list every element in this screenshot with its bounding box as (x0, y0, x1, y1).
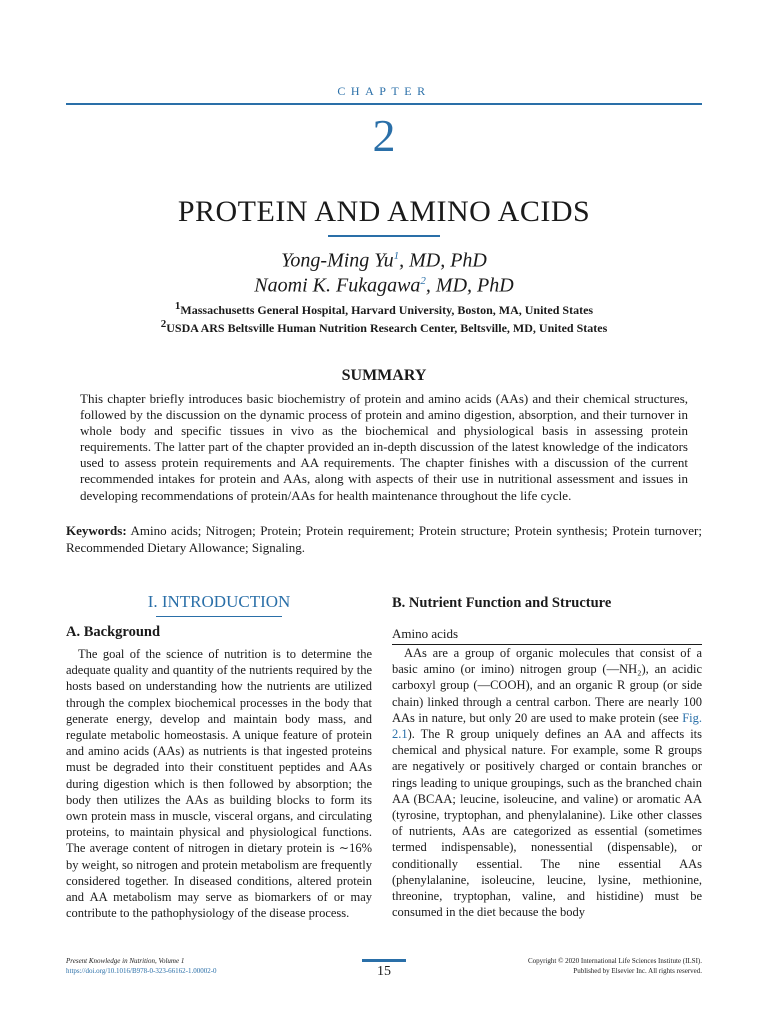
amino-acids-paragraph (392, 645, 702, 920)
page-number-rule (362, 959, 406, 962)
affiliation-2 (0, 316, 768, 336)
copyright-text: Copyright © 2020 International Life Sciences Institute (ILSI). (527, 957, 702, 965)
introduction-underline (156, 616, 282, 617)
chapter-number: 2 (372, 110, 396, 161)
chapter-label: CHAPTER (337, 84, 431, 98)
summary-heading: SUMMARY (341, 367, 427, 384)
affiliation-text: Massachusetts General Hospital, Harvard University, Boston, MA, United States (180, 303, 594, 317)
publisher-text: Published by Elsevier Inc. All rights reserved. (573, 966, 702, 975)
author-name: Naomi K. Fukagawa (254, 274, 421, 297)
keywords-label: Keywords: (66, 523, 127, 538)
figure-link[interactable]: Fig. 2.1 (392, 710, 702, 742)
background-paragraph: The goal of the science of nutrition is to determine the adequate quality and quantity of the nutrients required by the hosts based on understanding how the nutrients are utilized through the complex biochemical processes in the body that generate energy, develop and maintain body mass, and regulate metabolic homeostasis. A unique feature of protein and amino acids (AAs) as nutrients is that ingested proteins must be degraded into their constituent peptides and AAs during digestion which is then followed by absorption; the body then utilizes the AAs as building blocks to form its own protein mass in muscle, visceral organs, and circulating proteins, to maintain physical and physiological functions. The average content of nitrogen in dietary protein is ∼16% by weight, so nitrogen and protein metabolism are frequently considered together. In diseased conditions, altered protein and AA metabolism may serve as biomarkers of or may contribute to the pathophysiology of the disease process. (66, 647, 372, 921)
author-degrees: , MD, PhD (425, 274, 514, 297)
footer-copyright (452, 957, 702, 976)
affiliation-mark: 1 (174, 300, 181, 312)
doi-link[interactable]: https://doi.org/10.1016/B978-0-323-66162-1.00002-0 (66, 966, 217, 975)
page-number: 15 (377, 964, 391, 979)
affiliation-text: USDA ARS Beltsville Human Nutrition Research Center, Beltsville, MD, United States (166, 321, 608, 335)
author-degrees: , MD, PhD (399, 249, 487, 272)
chapter-divider (66, 103, 702, 105)
footer-citation (66, 957, 326, 976)
summary-paragraph: This chapter briefly introduces basic biochemistry of protein and amino acids (AAs) and their chemical structures, followed by the discussion on the dynamic process of protein and amino digestion, absorption, and their turnover in whole body and specific tissues in vivo as the biochemical and physiological basis in assessing protein requirements. The latter part of the chapter provided an in-depth discussion of the latest knowledge of the indicators used to assess protein requirements and AA requirements. The chapter finishes with a discussion of the current recommended intakes for protein and AAs, along with aspects of their use in nutritional assessment and issues in developing recommendations of protein/AAs for health maintenance throughout the life cycle. (80, 391, 688, 503)
title-underline (328, 235, 440, 237)
amino-acids-subheading: Amino acids (392, 626, 459, 641)
affiliation-1 (0, 298, 768, 318)
affiliation-mark: 2 (160, 318, 167, 330)
keywords-text: Amino acids; Nitrogen; Protein; Protein requirement; Protein structure; Protein synthesis; Protein turnover; Recommended Dietary Allowance; Signaling. (66, 523, 702, 555)
affiliation-link[interactable]: 1 (393, 250, 400, 262)
background-heading: A. Background (66, 624, 161, 640)
nutrient-function-heading: B. Nutrient Function and Structure (392, 595, 612, 611)
paragraph-text: ). The R group uniquely defines an AA and affects its chemical and physical nature. For example, some R groups are negatively or positively charged or contain branches or rings leading to unique groupings, such as the branched chain AA (BCAA; leucine, isoleucine, and valine) or aromatic AA (tyrosine, tryptophan, and phenylalanine). Like other classes of nutrients, AAs are categorized as essential (sometimes termed indispensable), nonessential (dispensable), or conditionally essential. The nine essential AAs (phenylalanine, isoleucine, leucine, lysine, methionine, threonine, tryptophan, valine, and histidine) must be consumed in the diet because the body (392, 727, 702, 920)
keywords (66, 523, 702, 556)
affiliation-link[interactable]: 2 (420, 275, 426, 287)
paragraph-text: AAs are a group of organic molecules that consist of a basic amino (or imino) nitrogen group (—NH₂), an acidic carboxyl group (—COOH), and an organic R group (or side chain) linked through a central carbon. There are nearly 100 AAs in nature, but only 20 are used to make protein (see (392, 646, 702, 725)
chapter-title: PROTEIN AND AMINO ACIDS (177, 195, 591, 228)
author-2 (0, 268, 768, 299)
introduction-heading: I. INTRODUCTION (147, 592, 291, 611)
book-title: Present Knowledge in Nutrition, Volume 1 (66, 957, 185, 965)
author-name: Yong-Ming Yu (281, 249, 394, 272)
